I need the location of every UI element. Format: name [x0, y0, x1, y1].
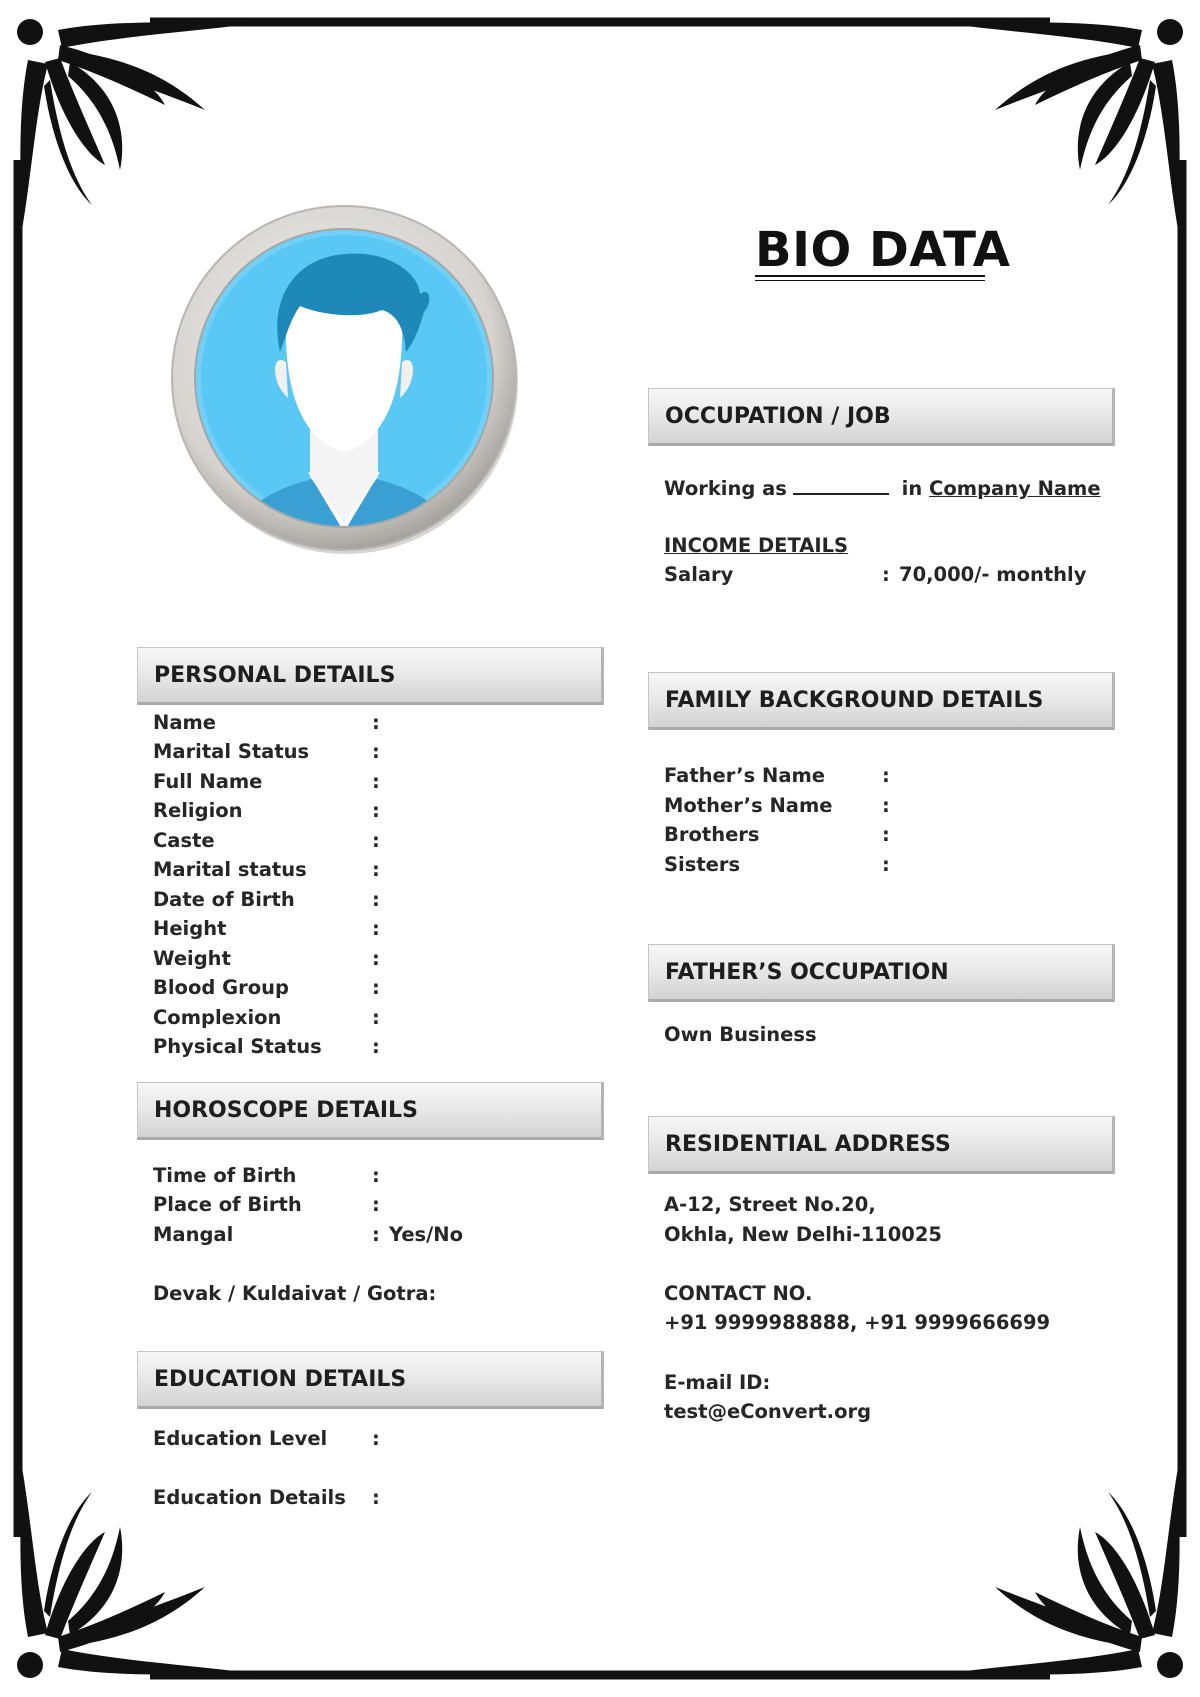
- working-as-line: [664, 475, 1101, 500]
- field-label: Marital Status: [153, 740, 310, 763]
- field-label: Complexion: [153, 1006, 282, 1029]
- field-colon: :: [882, 794, 890, 817]
- field-label: Weight: [153, 947, 231, 970]
- field-label: Mangal: [153, 1223, 234, 1246]
- section-heading: PERSONAL DETAILS: [154, 662, 396, 688]
- field-label: Salary: [664, 563, 734, 586]
- field-label: Full Name: [153, 770, 263, 793]
- field-label: Time of Birth: [153, 1164, 297, 1187]
- section-heading: FAMILY BACKGROUND DETAILS: [665, 687, 1044, 713]
- field-colon: :: [882, 764, 890, 787]
- field-colon: :: [372, 740, 380, 763]
- field-value: Yes/No: [389, 1223, 464, 1246]
- field-label: Blood Group: [153, 976, 289, 999]
- field-colon: :: [882, 823, 890, 846]
- fathers-occupation-text: Own Business: [664, 1023, 817, 1046]
- field-colon: :: [372, 1427, 380, 1450]
- field-colon: :: [372, 1193, 380, 1216]
- field-colon: :: [372, 858, 380, 881]
- user-avatar-icon: [168, 202, 520, 554]
- field-colon: :: [372, 888, 380, 911]
- field-colon: :: [372, 1006, 380, 1029]
- section-heading: OCCUPATION / JOB: [665, 403, 891, 429]
- section-heading: RESIDENTIAL ADDRESS: [665, 1131, 951, 1157]
- personal-details-header: [137, 647, 604, 705]
- field-colon: :: [372, 947, 380, 970]
- field-colon: :: [882, 563, 890, 586]
- field-label: Mother’s Name: [664, 794, 833, 817]
- field-label: Sisters: [664, 853, 741, 876]
- title-underline-2: [755, 280, 985, 281]
- fathers-occupation-header: [648, 944, 1115, 1002]
- contact-value: +91 9999988888, +91 9999666699: [664, 1311, 1051, 1334]
- page-title: BIO DATA: [755, 222, 1011, 278]
- field-colon: :: [882, 853, 890, 876]
- field-label: Brothers: [664, 823, 760, 846]
- section-heading: HOROSCOPE DETAILS: [154, 1097, 418, 1123]
- section-heading: FATHER’S OCCUPATION: [665, 959, 949, 985]
- residential-address-header: [648, 1116, 1115, 1174]
- field-label: Father’s Name: [664, 764, 826, 787]
- field-colon: :: [372, 711, 380, 734]
- working-in-label: in: [901, 477, 923, 500]
- field-colon: :: [372, 976, 380, 999]
- email-label: E-mail ID:: [664, 1371, 771, 1394]
- email-value[interactable]: test@eConvert.org: [664, 1400, 872, 1423]
- title-underline: [755, 275, 985, 277]
- field-label: Education Details: [153, 1486, 346, 1509]
- field-colon: :: [372, 799, 380, 822]
- field-label: Religion: [153, 799, 243, 822]
- income-heading: INCOME DETAILS: [664, 534, 849, 557]
- working-as-label: Working as: [664, 477, 787, 500]
- address-line-2: Okhla, New Delhi-110025: [664, 1223, 942, 1246]
- field-colon: :: [372, 917, 380, 940]
- company-name: Company Name: [929, 477, 1101, 500]
- field-label: Date of Birth: [153, 888, 295, 911]
- field-colon: :: [372, 1035, 380, 1058]
- field-label: Caste: [153, 829, 215, 852]
- field-label: Physical Status: [153, 1035, 322, 1058]
- devak-label: Devak / Kuldaivat / Gotra:: [153, 1282, 437, 1305]
- job-title-blank: [793, 475, 889, 495]
- field-colon: :: [372, 1486, 380, 1509]
- education-details-header: [137, 1351, 604, 1409]
- section-heading: EDUCATION DETAILS: [154, 1366, 407, 1392]
- horoscope-details-header: [137, 1082, 604, 1140]
- address-line-1: A-12, Street No.20,: [664, 1193, 876, 1216]
- family-background-header: [648, 672, 1115, 730]
- field-label: Name: [153, 711, 217, 734]
- field-colon: :: [372, 829, 380, 852]
- contact-label: CONTACT NO.: [664, 1282, 813, 1305]
- field-label: Height: [153, 917, 227, 940]
- field-label: Marital status: [153, 858, 307, 881]
- salary-value: 70,000/- monthly: [899, 563, 1087, 586]
- field-colon: :: [372, 770, 380, 793]
- occupation-header: [648, 388, 1115, 446]
- field-label: Education Level: [153, 1427, 328, 1450]
- field-label: Place of Birth: [153, 1193, 302, 1216]
- field-colon: :: [372, 1223, 380, 1246]
- field-colon: :: [372, 1164, 380, 1187]
